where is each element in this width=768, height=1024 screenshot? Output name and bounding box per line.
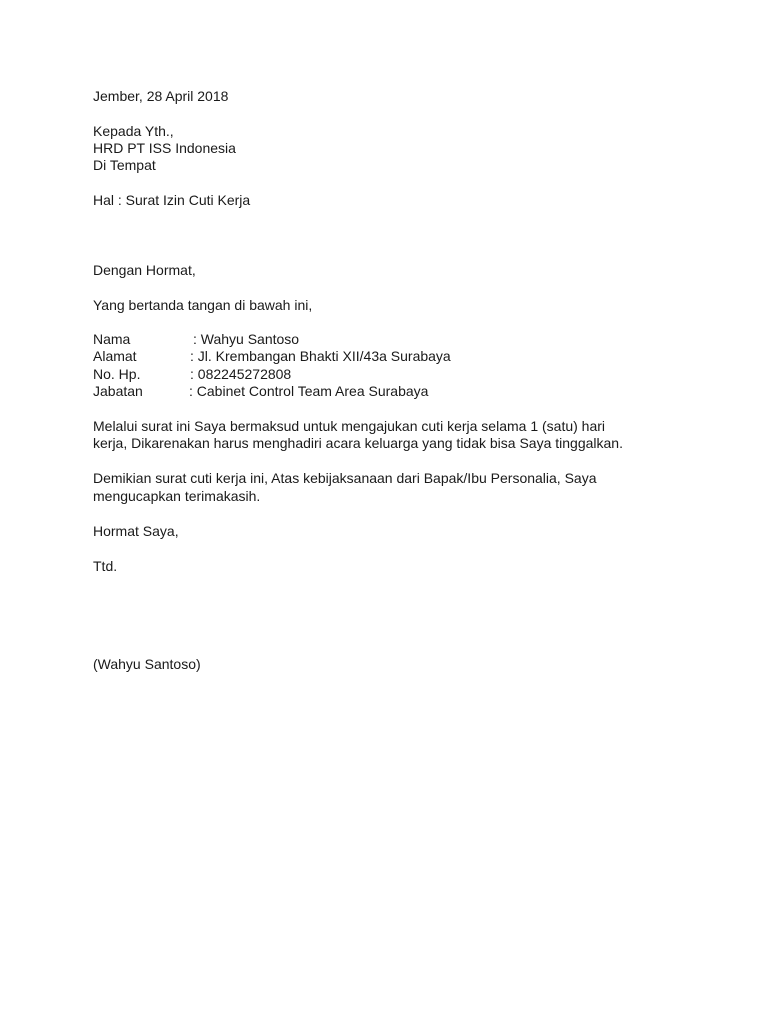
- recipient-line-3: Di Tempat: [93, 157, 156, 173]
- field-label-nama: Nama: [93, 331, 131, 347]
- field-row-nohp: [93, 365, 693, 383]
- body-paragraph-1-line-1: Melalui surat ini Saya bermaksud untuk mengajukan cuti kerja selama 1 (satu) hari: [93, 418, 606, 434]
- signature-mark: Ttd.: [93, 558, 118, 574]
- greeting: Dengan Hormat,: [93, 262, 196, 278]
- closing: Hormat Saya,: [93, 523, 179, 539]
- subject-line: Hal : Surat Izin Cuti Kerja: [93, 192, 251, 208]
- field-value-alamat: : Jl. Krembangan Bhakti XII/43a Surabaya: [190, 348, 451, 364]
- field-row-nama: [93, 330, 693, 348]
- body-paragraph-2-line-1: Demikian surat cuti kerja ini, Atas kebijaksanaan dari Bapak/Ibu Personalia, Saya: [93, 470, 597, 486]
- place-date: Jember, 28 April 2018: [93, 88, 229, 104]
- field-label-jabatan: Jabatan: [93, 383, 143, 399]
- intro-line: Yang bertanda tangan di bawah ini,: [93, 297, 313, 313]
- body-paragraph-2-line-2: mengucapkan terimakasih.: [93, 488, 261, 504]
- field-label-nohp: No. Hp.: [93, 366, 141, 382]
- recipient-line-1: Kepada Yth.,: [93, 123, 174, 139]
- field-value-jabatan: : Cabinet Control Team Area Surabaya: [189, 383, 429, 399]
- field-row-alamat: [93, 347, 693, 365]
- body-paragraph-1-line-2: kerja, Dikarenakan harus menghadiri acara keluarga yang tidak bisa Saya tinggalkan.: [93, 435, 623, 451]
- recipient-line-2: HRD PT ISS Indonesia: [93, 140, 236, 156]
- field-value-nohp: : 082245272808: [190, 366, 292, 382]
- signatory-name: (Wahyu Santoso): [93, 656, 201, 672]
- field-label-alamat: Alamat: [93, 348, 137, 364]
- field-row-jabatan: [93, 382, 693, 400]
- field-value-nama: : Wahyu Santoso: [193, 331, 300, 347]
